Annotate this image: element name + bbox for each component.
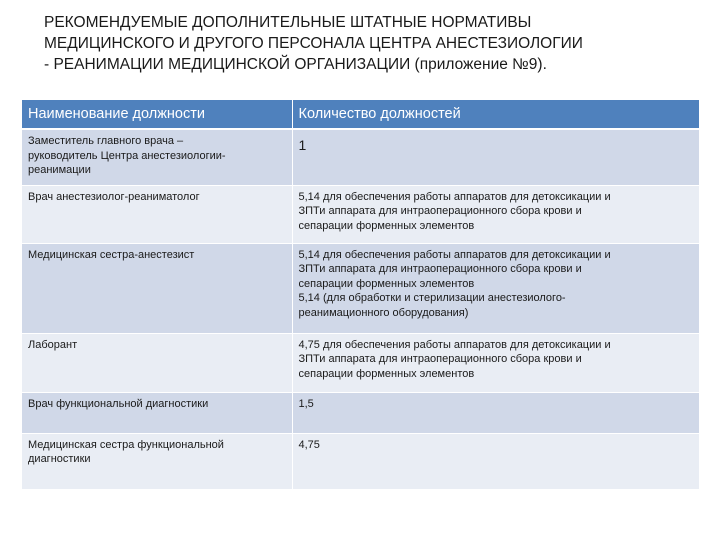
cell-position: Врач анестезиолог-реаниматолог — [22, 185, 292, 243]
cell-quantity: 1,5 — [292, 392, 699, 433]
cell-quantity: 4,75 — [292, 433, 699, 489]
cell-quantity: 5,14 для обеспечения работы аппаратов для детоксикации и ЗПТи аппарата для интраоперационного сбора крови и сепарации форменных элементов 5,14 (для обработки и стерилизации анестезиолого- реанимационного оборудования) — [292, 243, 699, 333]
cell-position: Медицинская сестра функциональной диагностики — [22, 433, 292, 489]
title-line-2: МЕДИЦИНСКОГО И ДРУГОГО ПЕРСОНАЛА ЦЕНТРА АНЕСТЕЗИОЛОГИИ — [44, 35, 583, 52]
cell-position: Врач функциональной диагностики — [22, 392, 292, 433]
table-row — [22, 243, 699, 333]
staffing-table — [22, 100, 700, 489]
cell-position: Лаборант — [22, 333, 292, 392]
cell-quantity: 5,14 для обеспечения работы аппаратов для детоксикации и ЗПТи аппарата для интраоперационного сбора крови и сепарации форменных элементов — [292, 185, 699, 243]
header-position: Наименование должности — [22, 100, 292, 129]
cell-quantity: 1 — [292, 129, 699, 185]
table-row — [22, 185, 699, 243]
cell-position: Медицинская сестра-анестезист — [22, 243, 292, 333]
title-line-1: РЕКОМЕНДУЕМЫЕ ДОПОЛНИТЕЛЬНЫЕ ШТАТНЫЕ НОРМАТИВЫ — [44, 14, 532, 31]
cell-position: Заместитель главного врача – руководитель Центра анестезиологии- реанимации — [22, 129, 292, 185]
header-quantity: Количество должностей — [292, 100, 699, 129]
table-row — [22, 129, 699, 185]
title-line-3: - РЕАНИМАЦИИ МЕДИЦИНСКОЙ ОРГАНИЗАЦИИ (приложение №9). — [44, 56, 547, 73]
table-row — [22, 392, 699, 433]
table-header-row — [22, 100, 699, 129]
table-row — [22, 333, 699, 392]
cell-quantity: 4,75 для обеспечения работы аппаратов для детоксикации и ЗПТи аппарата для интраоперационного сбора крови и сепарации форменных элементов — [292, 333, 699, 392]
table-row — [22, 433, 699, 489]
page-title — [44, 12, 684, 75]
